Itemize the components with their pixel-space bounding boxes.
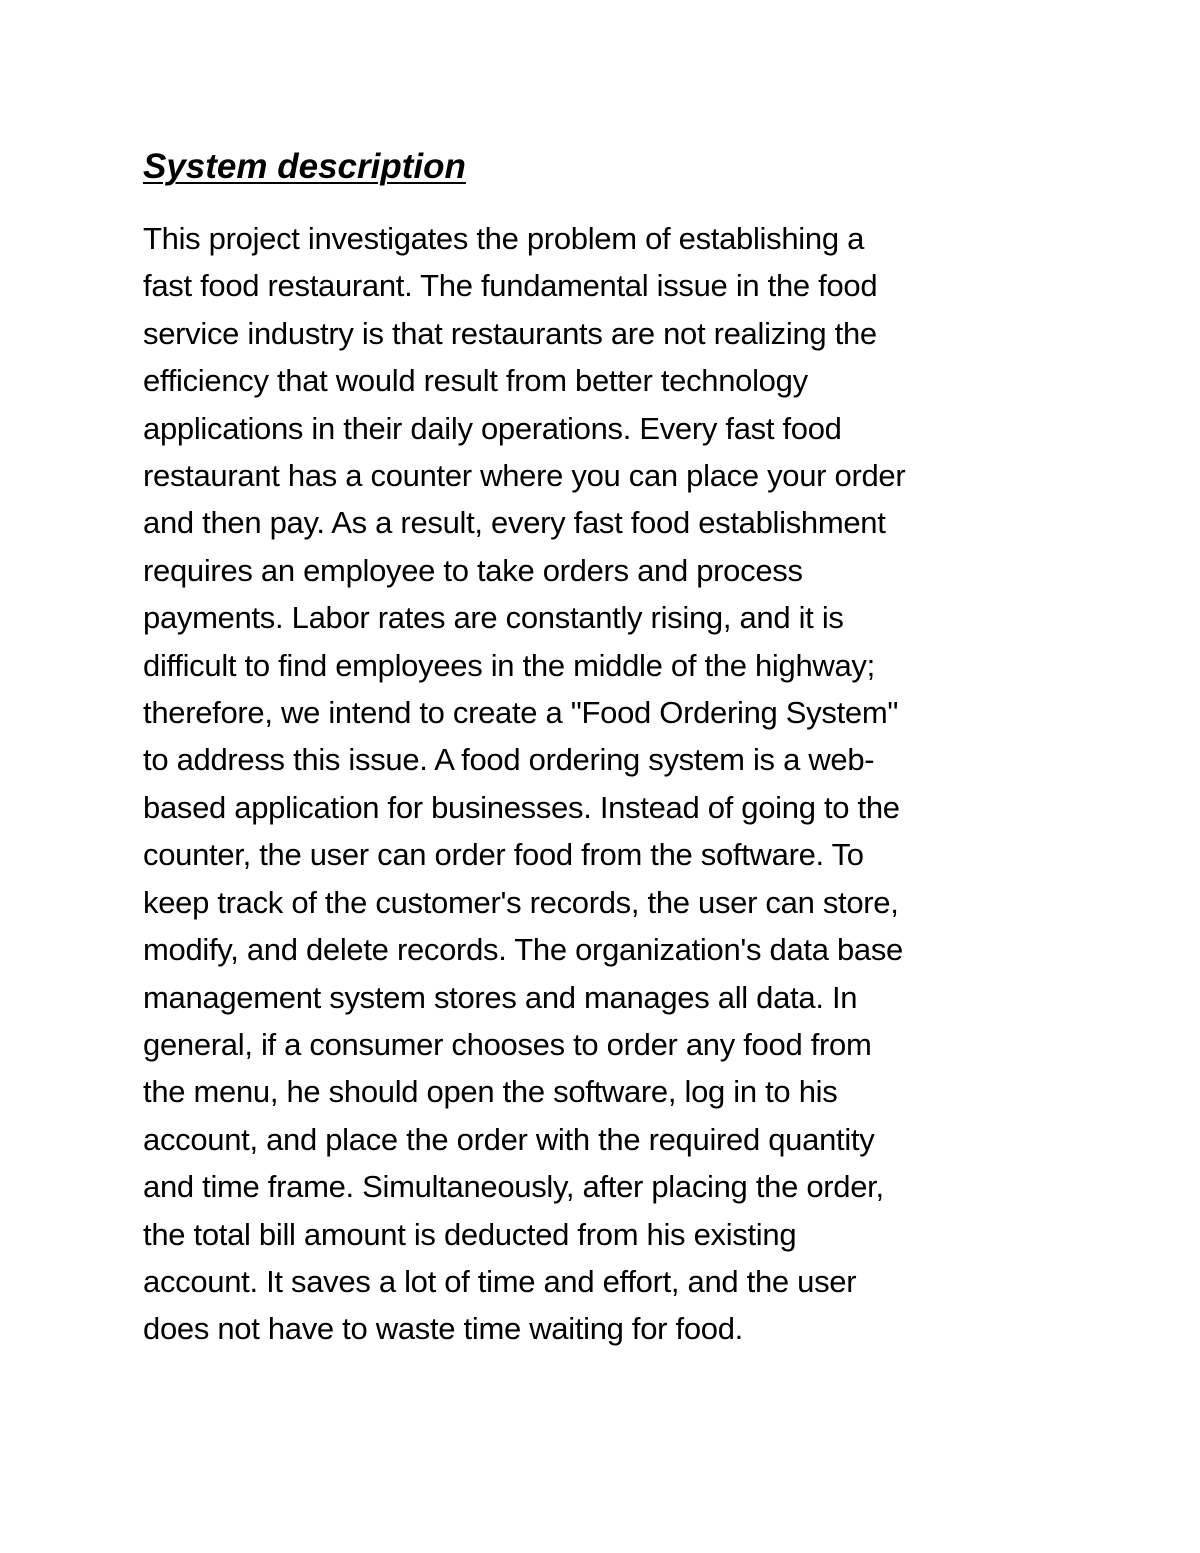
paragraph-line: efficiency that would result from better technology bbox=[143, 363, 808, 399]
body-paragraph bbox=[143, 215, 1083, 1353]
paragraph-line: requires an employee to take orders and process bbox=[143, 552, 803, 588]
paragraph-line: counter, the user can order food from the software. To bbox=[143, 837, 864, 873]
paragraph-line: therefore, we intend to create a "Food Ordering System" bbox=[143, 695, 899, 731]
section-heading: System description bbox=[143, 147, 466, 186]
paragraph-line: the menu, he should open the software, log in to his bbox=[143, 1074, 838, 1110]
paragraph-line: payments. Labor rates are constantly rising, and it is bbox=[143, 600, 844, 636]
paragraph-line: service industry is that restaurants are not realizing the bbox=[143, 315, 877, 351]
paragraph-line: account, and place the order with the required quantity bbox=[143, 1121, 875, 1157]
paragraph-line: the total bill amount is deducted from his existing bbox=[143, 1216, 797, 1252]
paragraph-line: management system stores and manages all data. In bbox=[143, 979, 858, 1015]
paragraph-line: account. It saves a lot of time and effort, and the user bbox=[143, 1263, 857, 1299]
paragraph-line: does not have to waste time waiting for food. bbox=[143, 1311, 743, 1347]
paragraph-line: to address this issue. A food ordering system is a web- bbox=[143, 742, 875, 778]
paragraph-line: difficult to find employees in the middle of the highway; bbox=[143, 647, 875, 683]
paragraph-line: keep track of the customer's records, the user can store, bbox=[143, 884, 899, 920]
paragraph-line: restaurant has a counter where you can place your order bbox=[143, 458, 906, 494]
paragraph-line: and time frame. Simultaneously, after placing the order, bbox=[143, 1169, 884, 1205]
paragraph-line: applications in their daily operations. Every fast food bbox=[143, 410, 842, 446]
paragraph-line: and then pay. As a result, every fast food establishment bbox=[143, 505, 886, 541]
paragraph-line: This project investigates the problem of establishing a bbox=[143, 221, 865, 256]
paragraph-line: fast food restaurant. The fundamental issue in the food bbox=[143, 268, 878, 304]
paragraph-line: general, if a consumer chooses to order any food from bbox=[143, 1026, 872, 1062]
paragraph-line: based application for businesses. Instead of going to the bbox=[143, 789, 900, 825]
paragraph-line: modify, and delete records. The organization's data base bbox=[143, 932, 904, 968]
